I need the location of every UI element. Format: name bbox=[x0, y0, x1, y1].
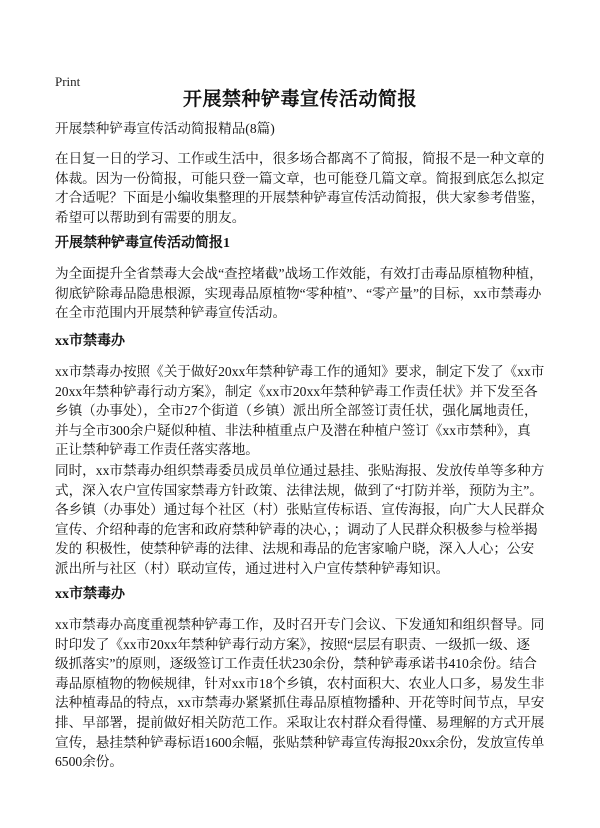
text-line: 彻底铲除毒品隐患根源，实现毒品原植物“零种植”、“零产量”的目标，xx市禁毒办 bbox=[55, 285, 542, 301]
text-line: 宣传、介绍种毒的危害和政府禁种铲毒的决心，；调动了人民群众积极参与检举揭 bbox=[55, 521, 538, 537]
text-line: 才合适呢？下面是小编收集整理的开展禁种铲毒宣传活动简报，供大家参考借鉴， bbox=[55, 190, 545, 206]
text-line: 希望可以帮助到有需要的朋友。 bbox=[55, 209, 246, 225]
text-line: 为全面提升全省禁毒大会战“查控堵截”战场工作效能，有效打击毒品原植物种植， bbox=[55, 266, 543, 281]
document-subtitle: 开展禁种铲毒宣传活动简报精品(8篇) bbox=[55, 121, 275, 136]
print-link[interactable]: Print bbox=[55, 74, 81, 89]
text-line: 体裁。因为一份简报，可能只登一篇文章，也可能登几篇文章。简报到底怎么拟定 bbox=[55, 170, 545, 186]
text-line: 并与全市300余户疑似种植、非法种植重点户及潜在种植户签订《xx市禁种》，真 bbox=[55, 422, 531, 438]
text-line: 宣传，悬挂禁种铲毒标语1600余幅，张贴禁种铲毒宣传海报20xx余份，发放宣传单 bbox=[55, 734, 545, 750]
text-line: 法种植毒品的特点，xx市禁毒办紧紧抓住毒品原植物播种、开花等时间节点，早安 bbox=[55, 695, 545, 711]
intro-paragraph bbox=[55, 149, 555, 227]
text-line: 正让禁种铲毒工作责任落实落地。 bbox=[55, 442, 259, 458]
section-heading-3: xx市禁毒办 bbox=[55, 587, 125, 602]
paragraph-1 bbox=[55, 264, 555, 323]
text-line: 乡镇（办事处），全市27个街道（乡镇）派出所全部签订责任状，强化属地责任， bbox=[55, 403, 538, 419]
text-line: 20xx年禁种铲毒行动方案》，制定《xx市20xx年禁种铲毒工作责任状》并下发至各 bbox=[55, 383, 538, 399]
text-line: xx市禁毒办按照《关于做好20xx年禁种铲毒工作的通知》要求，制定下发了《xx市 bbox=[55, 364, 545, 379]
text-line: 发的 积极性，使禁种铲毒的法律、法规和毒品的危害家喻户晓，深入人心；公安 bbox=[55, 541, 535, 557]
text-line: 派出所与社区（村）联动宣传，通过进村入户宣传禁种铲毒知识。 bbox=[55, 560, 450, 576]
text-line: 在日复一日的学习、工作或生活中，很多场合都离不了简报，简报不是一种文章的 bbox=[55, 151, 545, 166]
paragraph-3 bbox=[55, 461, 555, 579]
paragraph-2 bbox=[55, 362, 555, 460]
text-line: 排、早部署，提前做好相关防范工作。采取让农村群众看得懂、易理解的方式开展 bbox=[55, 714, 545, 730]
section-heading-2: xx市禁毒办 bbox=[55, 334, 125, 349]
text-line: 同时，xx市禁毒办组织禁毒委员成员单位通过悬挂、张贴海报、发放传单等多种方 bbox=[55, 463, 545, 478]
section-heading-1: 开展禁种铲毒宣传活动简报1 bbox=[55, 236, 230, 251]
text-line: 各乡镇（办事处）通过每个社区（村）张贴宣传标语、宣传海报，向广大人民群众 bbox=[55, 502, 545, 518]
text-line: 毒品原植物的物候规律，针对xx市18个乡镇，农村面积大、农业人口多，易发生非 bbox=[55, 675, 545, 691]
text-line: 式，深入农户宣传国家禁毒方针政策、法律法规，做到了“打防并举，预防为主”。 bbox=[55, 482, 543, 498]
text-line: 时印发了《xx市20xx年禁种铲毒行动方案》，按照“层层有职责、一级抓一级、逐 bbox=[55, 636, 531, 652]
text-line: 6500余份。 bbox=[55, 754, 123, 770]
paragraph-4 bbox=[55, 615, 555, 772]
text-line: xx市禁毒办高度重视禁种铲毒工作，及时召开专门会议、下发通知和组织督导。同 bbox=[55, 617, 545, 632]
document-title: 开展禁种铲毒宣传活动简报 bbox=[182, 89, 417, 110]
text-line: 在全市范围内开展禁种铲毒宣传活动。 bbox=[55, 305, 287, 321]
text-line: 级抓落实”的原则，逐级签订工作责任状230余份，禁种铲毒承诺书410余份。结合 bbox=[55, 656, 537, 672]
